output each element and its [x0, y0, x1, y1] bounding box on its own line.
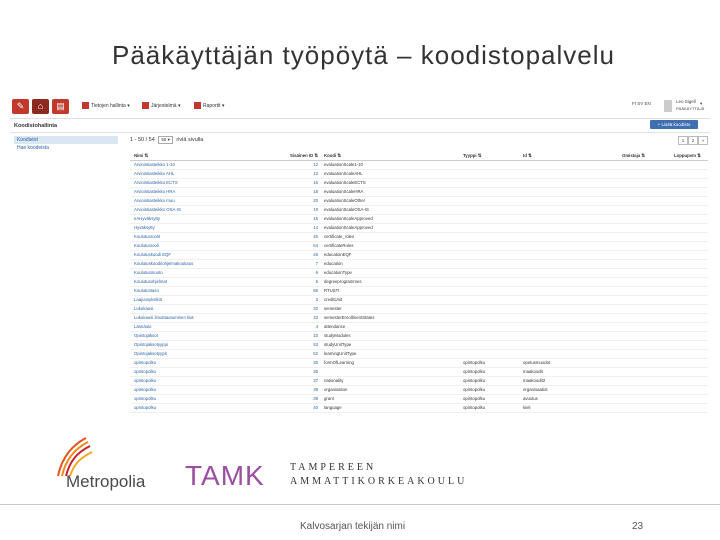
cell-id: kieli	[523, 405, 531, 410]
cell-code: evaluationScaleECTS	[324, 180, 366, 185]
cell-internal-id: 20	[313, 198, 318, 203]
cell-internal-id: 53	[313, 342, 318, 347]
menu-label: Järjestelmä	[151, 102, 177, 109]
table-row[interactable]	[130, 206, 708, 215]
cell-type: opintopolku	[463, 378, 485, 383]
cell-code: RTUSTI	[324, 288, 340, 293]
menu-tietojen-hallinta[interactable]: Tietojen hallinta ▾	[82, 102, 130, 109]
cell-id: organisaatiot	[523, 387, 548, 392]
cell-code: evaluationScaleApproved	[324, 216, 373, 221]
menu-jarjestelma[interactable]: Järjestelmä ▾	[142, 102, 180, 109]
cell-name[interactable]: opintopolku	[134, 360, 156, 365]
app-screenshot	[10, 96, 710, 426]
cell-internal-id: 36	[313, 369, 318, 374]
cell-code: evaluationScaleOther	[324, 198, 366, 203]
page-button-2[interactable]: 2	[688, 136, 698, 145]
menu-raportit[interactable]: Raportit ▾	[194, 102, 224, 109]
cell-type: opintopolku	[463, 405, 485, 410]
column-header-code[interactable]: Koodi ⇅	[324, 153, 341, 158]
pagination-info	[130, 136, 203, 144]
table-row[interactable]	[130, 368, 708, 377]
menu-label: Tietojen hallinta	[91, 102, 126, 109]
table-row[interactable]	[130, 260, 708, 269]
cell-code: learningUnitType	[324, 351, 357, 356]
codeset-table	[130, 152, 708, 413]
table-row[interactable]	[130, 278, 708, 287]
cell-name[interactable]: Arviointiasteikko OSA-IS	[134, 207, 181, 212]
add-codeset-button[interactable]: + Lisää koodisto	[650, 120, 698, 129]
cell-name[interactable]: Koulutustaso	[134, 288, 159, 293]
table-row[interactable]	[130, 170, 708, 179]
cell-internal-id: 19	[313, 207, 318, 212]
table-row[interactable]	[130, 314, 708, 323]
cell-name[interactable]: opintopolku	[134, 405, 156, 410]
cell-name[interactable]: Opintojaksotyypit	[134, 351, 167, 356]
menu-system-icon	[142, 102, 149, 109]
cell-internal-id: 4	[315, 324, 318, 329]
cell-internal-id: 46	[313, 234, 318, 239]
menu-label: Raportit	[203, 102, 221, 109]
user-menu-chevron-icon[interactable]: ▾	[700, 101, 703, 106]
cell-internal-id: 32	[313, 306, 318, 311]
cell-type: opintopolku	[463, 369, 485, 374]
cell-code: semesterEnrollmentStates	[324, 315, 375, 320]
cell-code: degreeprogrammes	[324, 279, 362, 284]
slide-title: Pääkäyttäjän työpöytä – koodistopalvelu	[112, 40, 615, 70]
cell-code: studyModules	[324, 333, 351, 338]
table-row[interactable]	[130, 179, 708, 188]
cell-name[interactable]: Koulutusmuoto	[134, 270, 163, 275]
cell-name[interactable]: Laajuusyksiköt	[134, 297, 163, 302]
cell-id: opetusmuodot	[523, 360, 551, 365]
cell-type: opintopolku	[463, 387, 485, 392]
cell-internal-id: 15	[313, 216, 318, 221]
cell-internal-id: 18	[313, 189, 318, 194]
cell-name[interactable]: opintopolku	[134, 396, 156, 401]
cell-name[interactable]: Koulutusrooli	[134, 243, 159, 248]
table-row[interactable]	[130, 269, 708, 278]
cell-code: semester	[324, 306, 342, 311]
cell-code: evaluationScaleAHL	[324, 171, 363, 176]
cell-code: organisation	[324, 387, 348, 392]
wrench-icon[interactable]: ✎	[12, 99, 29, 114]
table-row[interactable]	[130, 161, 708, 170]
cell-internal-id: 54	[313, 243, 318, 248]
cell-code: evaluationScale1-10	[324, 162, 363, 167]
table-row[interactable]	[130, 359, 708, 368]
cell-code: certificate_roles	[324, 234, 355, 239]
table-row[interactable]	[130, 305, 708, 314]
cell-code: evaluationScaleHRA	[324, 189, 364, 194]
table-row[interactable]	[130, 296, 708, 305]
cell-code: nationality	[324, 378, 344, 383]
cell-internal-id: 39	[313, 396, 318, 401]
per-page-label: riviä sivulla	[176, 137, 204, 143]
cell-internal-id: 13	[313, 171, 318, 176]
table-row[interactable]	[130, 242, 708, 251]
table-row[interactable]	[130, 233, 708, 242]
table-row[interactable]	[130, 323, 708, 332]
user-avatar	[664, 100, 672, 112]
page-number: 23	[632, 521, 644, 532]
cell-code: evaluationScaleApproved	[324, 225, 373, 230]
cell-internal-id: 10	[313, 333, 318, 338]
metropolia-logo	[52, 436, 172, 496]
footer-author: Kalvosarjan tekijän nimi	[300, 521, 406, 532]
cell-internal-id: 38	[313, 387, 318, 392]
cell-name[interactable]: eAHyväksytty	[134, 216, 161, 221]
table-row[interactable]	[130, 188, 708, 197]
top-navigation-bar	[10, 96, 710, 119]
cell-internal-id: 33	[313, 315, 318, 320]
cell-id: maakoodit2	[523, 378, 546, 383]
user-name[interactable]: Leo Sigell	[676, 99, 696, 104]
cell-code: studyUnitType	[324, 342, 352, 347]
cell-name[interactable]: Arviointiasteikko muu	[134, 198, 175, 203]
table-row[interactable]	[130, 386, 708, 395]
cell-name[interactable]: Lukukausi	[134, 306, 154, 311]
cell-id: avustus	[523, 396, 538, 401]
cell-code: evaluationScaleOSA-IS	[324, 207, 369, 212]
cell-name[interactable]: Koulutuskoodi/ohjelmakoulutus	[134, 261, 194, 266]
cell-name[interactable]: Arviointiasteikko ECTS	[134, 180, 178, 185]
cell-type: opintopolku	[463, 360, 485, 365]
column-header-name[interactable]: Nimi ⇅	[134, 153, 149, 158]
cell-code: education	[324, 261, 343, 266]
table-row[interactable]	[130, 215, 708, 224]
cell-name[interactable]: Arviointiasteikko AHL	[134, 171, 175, 176]
cell-internal-id: 5	[315, 279, 318, 284]
result-range: 1 - 50 / 54	[130, 137, 155, 143]
metropolia-wordmark: Metropolia	[66, 472, 146, 491]
menu-report-icon	[194, 102, 201, 109]
column-header-type[interactable]: Tyyppi ⇅	[463, 153, 482, 158]
cell-internal-id: 7	[315, 261, 318, 266]
cell-name[interactable]: opintopolku	[134, 378, 156, 383]
cell-internal-id: 40	[313, 405, 318, 410]
cell-code: creditUnit	[324, 297, 343, 302]
table-row[interactable]	[130, 251, 708, 260]
cell-type: opintopolku	[463, 396, 485, 401]
language-selector[interactable]: FI SV EN	[632, 101, 651, 106]
cell-internal-id: 6	[315, 270, 318, 275]
cell-name[interactable]: Koulutusohjelmat	[134, 279, 167, 284]
sidebar	[14, 136, 118, 152]
cell-name[interactable]: Arviointiasteikko 1-10	[134, 162, 175, 167]
cell-internal-id: 26	[313, 252, 318, 257]
cell-name[interactable]: opintopolku	[134, 387, 156, 392]
page-title: Koodistohallinta	[14, 123, 58, 129]
column-header-internal-id[interactable]: Sisäinen ID ⇅	[290, 153, 318, 158]
table-row[interactable]	[130, 287, 708, 296]
cell-name[interactable]: Opintojaksot	[134, 333, 158, 338]
page-button-1[interactable]: 1	[678, 136, 688, 145]
cell-name[interactable]: Opintojaksotyyppi	[134, 342, 168, 347]
cell-name[interactable]: Hyväksytty	[134, 225, 155, 230]
cell-code: grant	[324, 396, 334, 401]
tamk-line-1: TAMPEREEN	[290, 462, 377, 473]
cell-name[interactable]: Lukukausi ilmoittautuminen lisä	[134, 315, 194, 320]
table-row[interactable]	[130, 350, 708, 359]
cell-name[interactable]: Arviointiasteikko HRA	[134, 189, 176, 194]
tamk-line-2: AMMATTIKORKEAKOULU	[290, 476, 468, 487]
cell-internal-id: 55	[313, 288, 318, 293]
cell-name[interactable]: Koulutuskoodi EQF	[134, 252, 172, 257]
page-header	[10, 120, 710, 133]
book-icon[interactable]: ▤	[52, 99, 69, 114]
cell-code: language	[324, 405, 342, 410]
sidebar-item-koodistot[interactable]: Koodistot	[14, 136, 118, 144]
cell-name[interactable]: Läsnäolo	[134, 324, 152, 329]
user-role: PÄÄKÄYTTÄJÄ	[676, 106, 705, 111]
tamk-mark: TAMK	[185, 460, 265, 491]
cell-code: educationEQF	[324, 252, 352, 257]
building-icon[interactable]: ⌂	[32, 99, 49, 114]
footer-divider	[0, 504, 720, 505]
menu-data-icon	[82, 102, 89, 109]
table-row[interactable]	[130, 377, 708, 386]
table-row[interactable]	[130, 197, 708, 206]
per-page-select[interactable]: 50 ▾	[158, 136, 173, 144]
cell-code: attendance	[324, 324, 346, 329]
column-header-end-date[interactable]: Loppupvm ⇅	[674, 153, 701, 158]
table-row[interactable]	[130, 404, 708, 413]
cell-internal-id: 16	[313, 180, 318, 185]
cell-internal-id: 35	[313, 360, 318, 365]
next-page-button[interactable]: »	[698, 136, 708, 145]
table-row[interactable]	[130, 224, 708, 233]
sidebar-item-hae-koodeista[interactable]: Hae koodeista	[17, 145, 49, 151]
cell-code: educationType	[324, 270, 352, 275]
cell-internal-id: 14	[313, 225, 318, 230]
cell-name[interactable]: opintopolku	[134, 369, 156, 374]
cell-name[interactable]: Koulutusroolit	[134, 234, 161, 239]
cell-code: certificateRoles	[324, 243, 354, 248]
tamk-logo	[185, 460, 475, 490]
cell-internal-id: 3	[315, 297, 318, 302]
cell-internal-id: 37	[313, 378, 318, 383]
table-row[interactable]	[130, 395, 708, 404]
per-page-value: 50	[161, 137, 167, 142]
table-row[interactable]	[130, 341, 708, 350]
cell-internal-id: 52	[313, 351, 318, 356]
column-header-id[interactable]: Id ⇅	[523, 153, 532, 158]
cell-id: maakoodit	[523, 369, 543, 374]
column-header-owner[interactable]: Omistaja ⇅	[622, 153, 645, 158]
cell-code: formOfLearning	[324, 360, 354, 365]
table-row[interactable]	[130, 332, 708, 341]
table-header	[130, 152, 708, 161]
cell-internal-id: 12	[313, 162, 318, 167]
